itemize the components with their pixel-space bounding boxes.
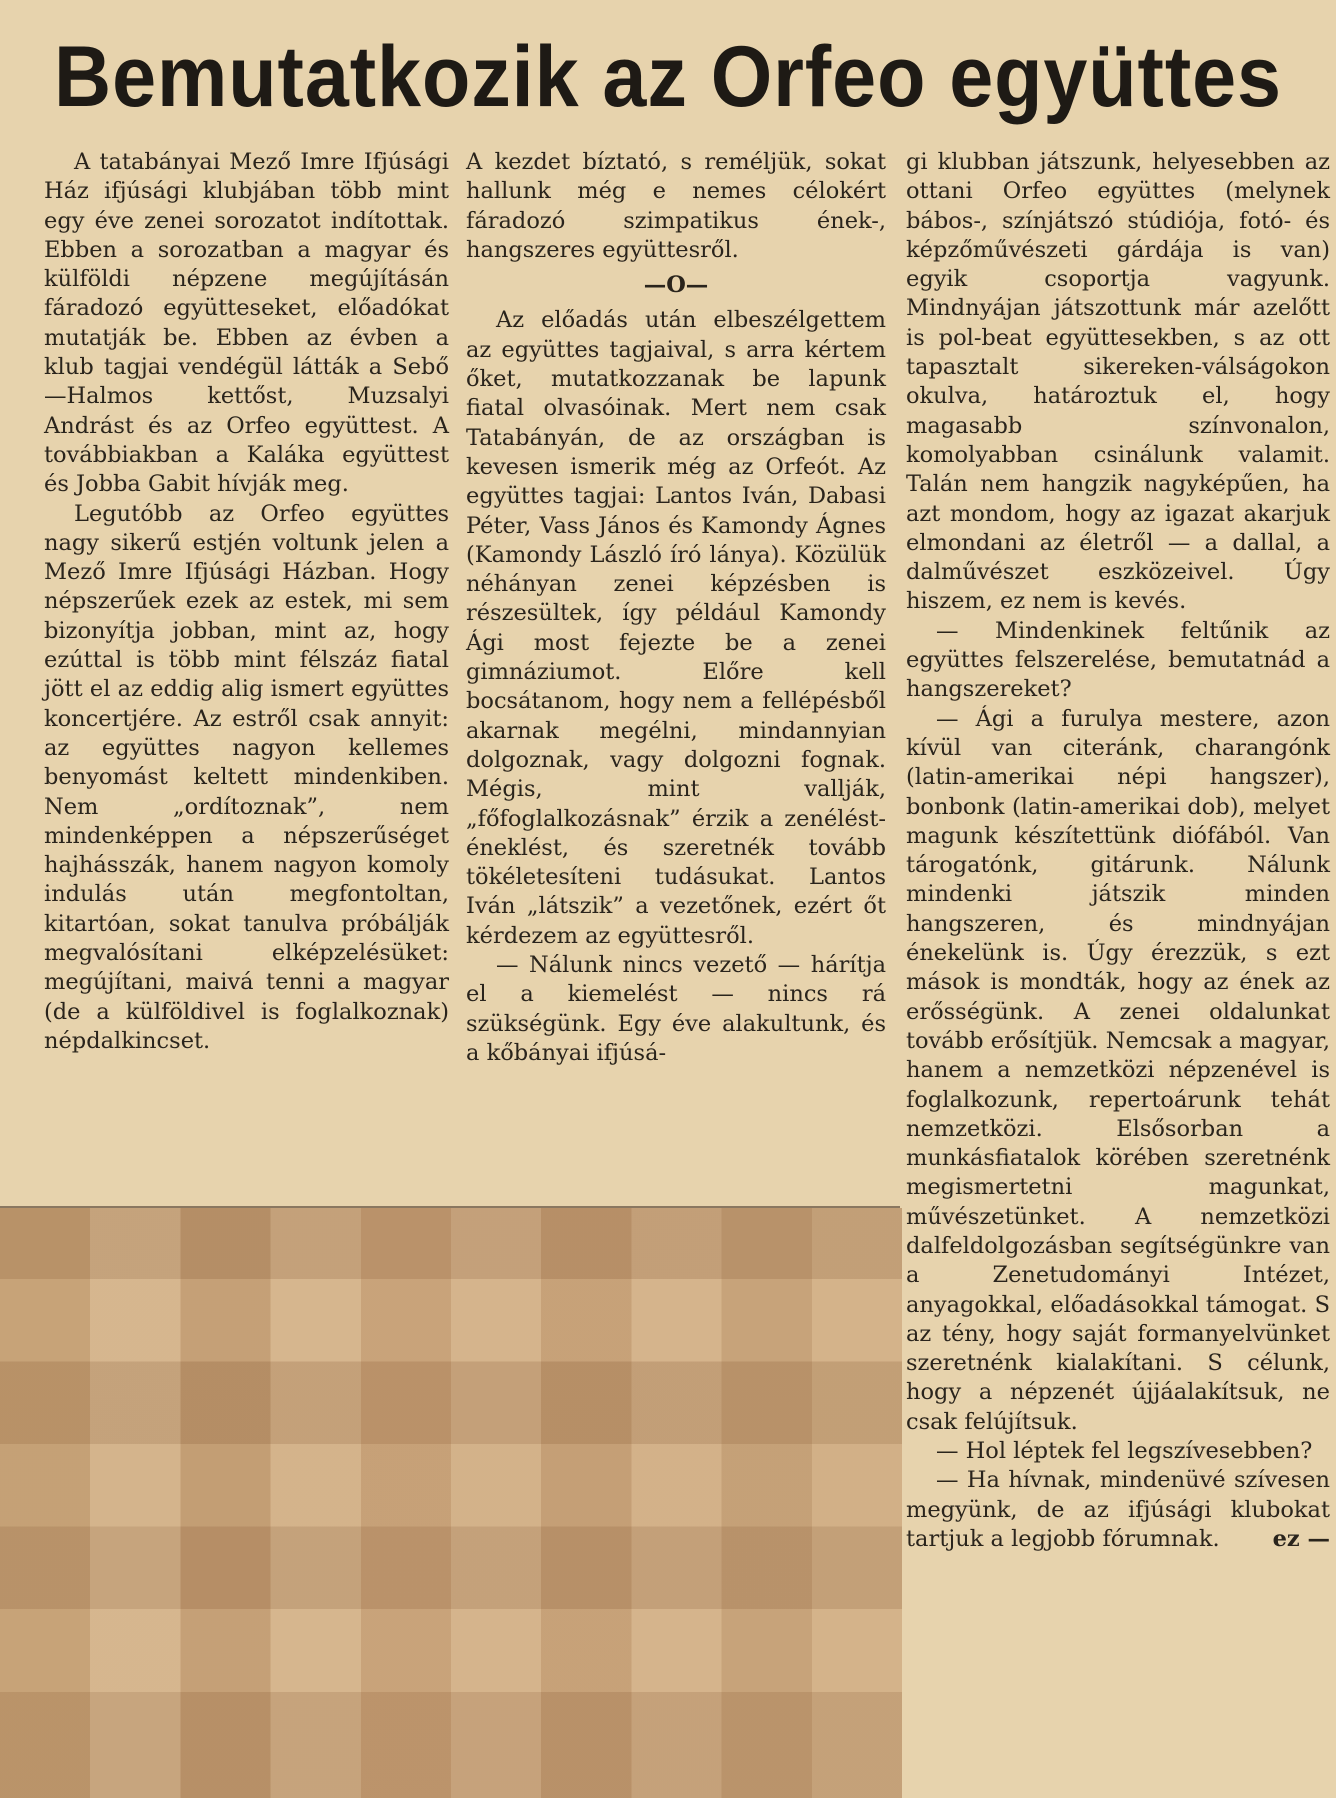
paragraph: A tatabányai Mező Imre Ifjúsági Ház ifjúsági klubjában több mint egy éve zenei sorozatot indítottak. Ebben a sorozatban a magyar és külföldi népzene megújításán fáradozó együtteseket, előadókat mutatják be. Ebben az évben a klub tagjai vendégül látták a Sebő—Halmos kettőst, Muzsalyi Andrást és az Orfeo együttest. A továbbiakban a Kaláka együttest és Jobba Gabit hívják meg. bbox=[44, 149, 449, 498]
pixelated-photo bbox=[0, 1208, 902, 1798]
section-separator: —O— bbox=[643, 272, 709, 299]
paragraph: — Mindenkinek feltűnik az együttes felszerelése, bemutatnád a hangszereket? bbox=[906, 617, 1330, 703]
paragraph: Az előadás után elbeszélgettem az együttes tagjaival, s arra kértem őket, mutatkozzanak be lapunk fiatal olvasóinak. Mert nem csak Tatabányán, de az országban is kevesen ismerik még az Orfeót. Az együttes tagjai: Lantos Iván, Dabasi Péter, Vass János és Kamondy Ágnes (Kamondy László író lánya). Közülük néhányan zenei képzésben is részesültek, így például Kamondy Ági most fejezte be a zenei gimnáziumot. Előre kell bocsátanom, hogy nem a fellépésből akarnak megélni, mindannyian dolgoznak, vagy dolgozni fognak. Mégis, mint vallják, „főfoglalkozásnak” érzik a zenélést-éneklést, és szeretnék tovább tökéletesíteni tudásukat. Lantos Iván „látszik” a vezetőnek, ezért őt kérdezem az együttesről. bbox=[466, 307, 886, 949]
author-signature: ez — bbox=[1272, 1525, 1330, 1552]
column-3 bbox=[906, 148, 1330, 1554]
paragraph: gi klubban játszunk, helyesebben az ottani Orfeo együttes (melynek bábos-, színjátszó stúdiója, fotó- és képzőművészeti gárdája is van) egyik csoportja vagyunk. Mindnyájan játszottunk már azelőtt is pol-beat együttesekben, s az ott tapasztalt sikereken-válságokon okulva, határoztuk el, hogy magasabb színvonalon, komolyabban csinálunk valamit. Talán nem hangzik nagyképűen, ha azt mondom, hogy az igazat akarjuk elmondani az életről — a dallal, a dalművészet eszközeivel. Úgy hiszem, ez nem is kevés. bbox=[906, 149, 1330, 615]
column-1 bbox=[44, 148, 449, 1056]
paragraph-text: — Ha hívnak, mindenüvé szívesen megyünk, de az ifjúsági klubokat tartjuk a legjobb fórumnak. bbox=[906, 1467, 1330, 1552]
paragraph: Legutóbb az Orfeo együttes nagy sikerű estjén voltunk jelen a Mező Imre Ifjúsági Házban. Hogy népszerűek ezek az estek, mi sem bizonyítja jobban, mint az, hogy ezúttal is több mint félszáz fiatal jött el az eddig alig ismert együttes koncertjére. Az estről csak annyit: az együttes nagyon kellemes benyomást keltett mindenkiben. Nem „ordítoznak”, nem mindenképpen a népszerűséget hajhásszák, hanem nagyon komoly indulás után megfontoltan, kitartóan, sokat tanulva próbálják megvalósítani elképzelésüket: megújítani, maivá tenni a magyar (de a külföldivel is foglalkoznak) népdalkincset. bbox=[44, 500, 449, 1054]
headline: Bemutatkozik az Orfeo együttes bbox=[54, 29, 1282, 125]
paragraph: — Nálunk nincs vezető — hárítja el a kiemelést — nincs rá szükségünk. Egy éve alakultunk, és a kőbányai ifjúsá- bbox=[466, 952, 886, 1066]
column-2 bbox=[466, 148, 886, 1068]
paragraph: — Hol léptek fel legszívesebben? bbox=[936, 1438, 1313, 1465]
paragraph bbox=[906, 1466, 1330, 1554]
paragraph: A kezdet bíztató, s reméljük, sokat hallunk még e nemes célokért fáradozó szimpatikus ének-, hangszeres együttesről. bbox=[466, 149, 886, 263]
paragraph: — Ági a furulya mestere, azon kívül van citeránk, charangónk (latin-amerikai népi hangszer), bonbonk (latin-amerikai dob), melyet magunk készítettünk diófából. Van tárogatónk, gitárunk. Nálunk mindenki játszik minden hangszeren, és mindnyájan énekelünk is. Úgy érezzük, s ezt mások is mondták, hogy az ének az erősségünk. A zenei oldalunkat tovább erősítjük. Nemcsak a magyar, hanem a nemzetközi népzenével is foglalkozunk, repertoárunk tehát nemzetközi. Elsősorban a munkásfiatalok körében szeretnénk megismertetni magunkat, művészetünket. A nemzetközi dalfeldolgozásban segítségünkre van a Zenetudományi Intézet, anyagokkal, előadásokkal támogat. S az tény, hogy saját formanyelvünket szeretnénk kialakítani. S célunk, hogy a népzenét újjáalakítsuk, ne csak felújítsuk. bbox=[906, 705, 1330, 1435]
